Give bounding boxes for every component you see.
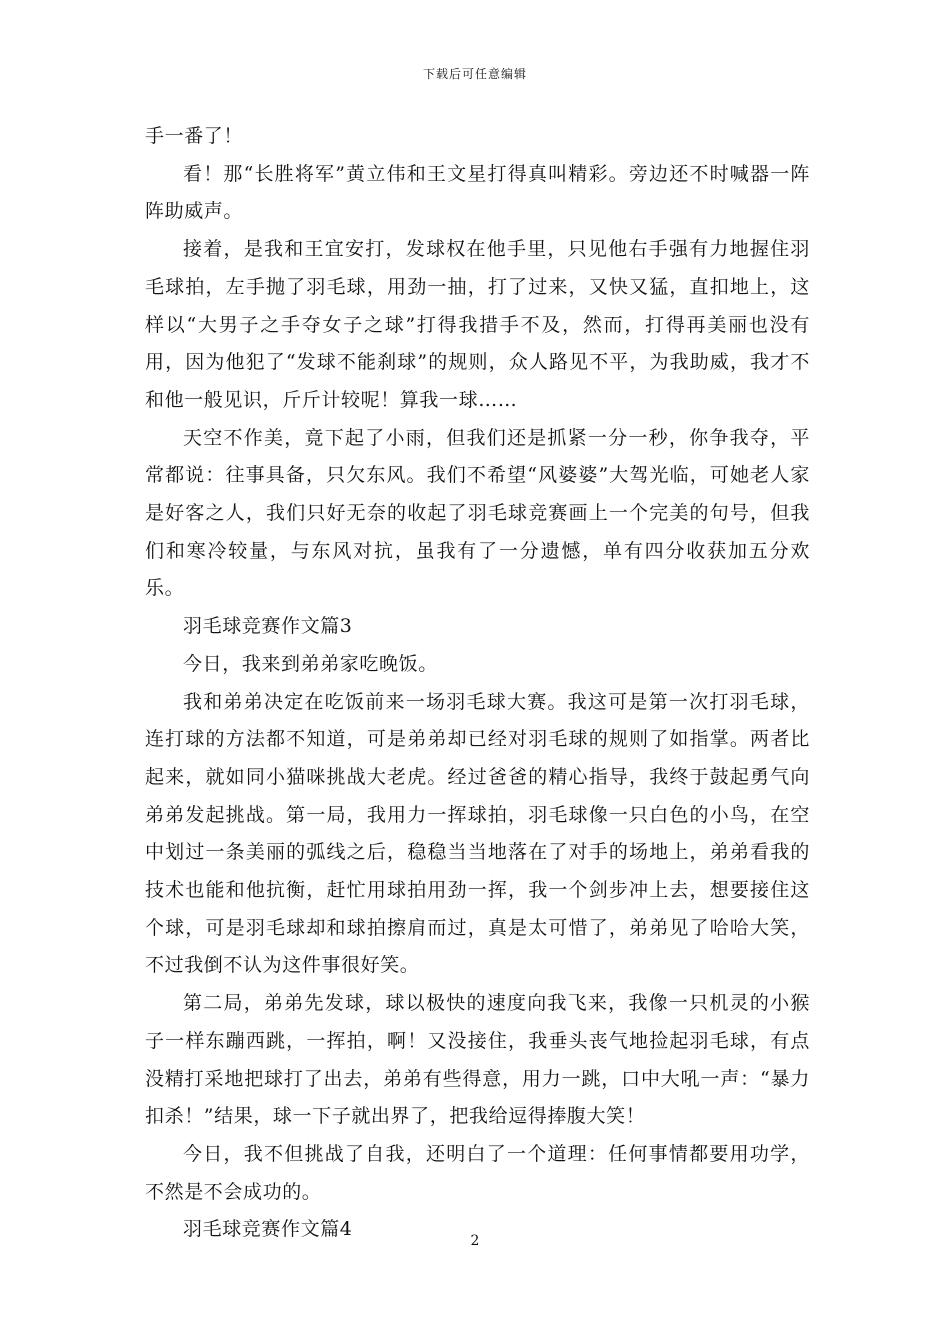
paragraph-1: 手一番了！ xyxy=(145,125,244,147)
paragraph-5: 今日，我来到弟弟家吃晚饭。 xyxy=(183,652,438,675)
document-body xyxy=(145,118,810,1249)
paragraph-6: 我和弟弟决定在吃饭前来一场羽毛球大赛。我这可是第一次打羽毛球，连打球的方法都不知道，可是弟弟却已经对羽毛球的规则了如指掌。两者比起来，就如同小猫咪挑战大老虎。经过爸爸的精心指导，我终于鼓起勇气向弟弟发起挑战。第一局，我用力一挥球拍，羽毛球像一只白色的小鸟，在空中划过一条美丽的弧线之后，稳稳当当地落在了对手的场地上，弟弟看我的技术也能和他抗衡，赶忙用球拍用劲一挥，我一个剑步冲上去，想要接住这个球，可是羽毛球却和球拍擦肩而过，真是太可惜了，弟弟见了哈哈大笑，不过我倒不认为这件事很好笑。 xyxy=(145,690,810,977)
paragraph-4: 天空不作美，竟下起了小雨，但我们还是抓紧一分一秒，你争我夺，平常都说：往事具备，只欠东风。我们不希望“风婆婆”大驾光临，可她老人家是好客之人，我们只好无奈的收起了羽毛球竞赛画上一个完美的句号，但我们和寒冷较量，与东风对抗，虽我有了一分遗憾，单有四分收获加五分欢乐。 xyxy=(145,426,810,600)
section-heading-4: 羽毛球竞赛作文篇4 xyxy=(183,1218,353,1241)
paragraph-8: 今日，我不但挑战了自我，还明白了一个道理：任何事情都要用功学，不然是不会成功的。 xyxy=(145,1142,810,1203)
paragraph-3: 接着，是我和王宜安打，发球权在他手里，只见他右手强有力地握住羽毛球拍，左手抛了羽毛球，用劲一抽，打了过来，又快又猛，直扣地上，这样以“大男子之手夺女子之球”打得我措手不及，然而，打得再美丽也没有用，因为他犯了“发球不能刹球”的规则，众人路见不平，为我助威，我才不和他一般见识，斤斤计较呢！算我一球…… xyxy=(145,238,810,411)
page-number: 2 xyxy=(470,1233,480,1249)
paragraph-7: 第二局，弟弟先发球，球以极快的速度向我飞来，我像一只机灵的小猴子一样东蹦西跳，一挥拍，啊！又没接住，我垂头丧气地捡起羽毛球，有点没精打采地把球打了出去，弟弟有些得意，用力一跳，口中大吼一声：“暴力扣杀！”结果，球一下子就出界了，把我给逗得捧腹大笑！ xyxy=(145,992,810,1128)
section-heading-3: 羽毛球竞赛作文篇3 xyxy=(183,615,353,638)
paragraph-2: 看！那“长胜将军”黄立伟和王文星打得真叫精彩。旁边还不时喊器一阵阵助威声。 xyxy=(145,162,810,223)
page-header: 下载后可任意编辑 xyxy=(422,67,527,81)
